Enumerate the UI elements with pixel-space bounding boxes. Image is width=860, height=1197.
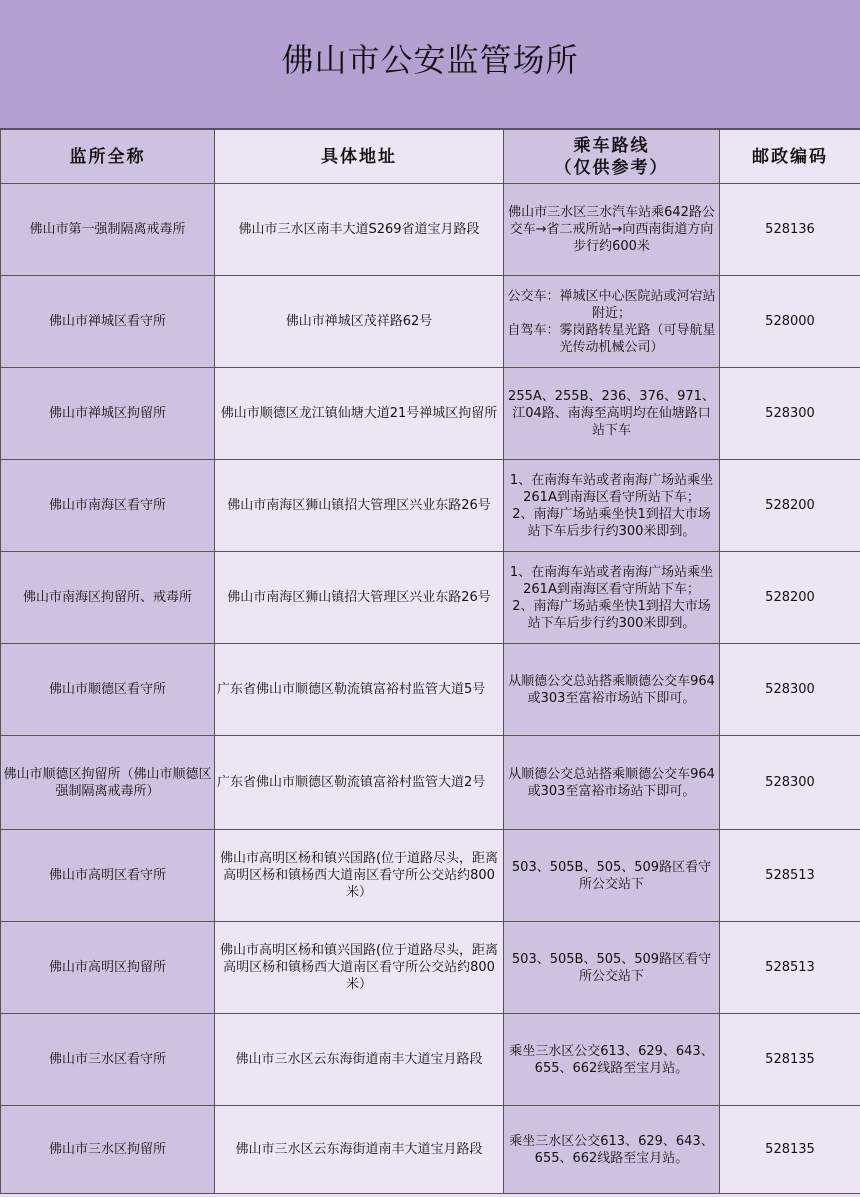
facility-name: 佛山市三水区看守所: [1, 1014, 215, 1106]
table-row: [1, 368, 860, 460]
facility-zip: 528513: [720, 830, 860, 922]
table-row: [1, 830, 860, 922]
facility-zip: 528000: [720, 276, 860, 368]
header-route-line1: 乘车路线: [573, 135, 650, 156]
facility-route: 乘坐三水区公交613、629、643、655、662线路至宝月站。: [504, 1014, 720, 1106]
facility-name: 佛山市南海区拘留所、戒毒所: [1, 552, 215, 644]
header-name: 监所全称: [1, 130, 215, 184]
table-row: [1, 644, 860, 736]
facility-name: 佛山市第一强制隔离戒毒所: [1, 184, 215, 276]
facility-address: 佛山市三水区云东海街道南丰大道宝月路段: [215, 1014, 504, 1106]
facility-address: 佛山市三水区南丰大道S269省道宝月路段: [215, 184, 504, 276]
table-row: [1, 922, 860, 1014]
facility-address: 广东省佛山市顺德区勒流镇富裕村监管大道5号: [215, 644, 504, 736]
facility-zip: 528135: [720, 1106, 860, 1194]
table-row: [1, 1014, 860, 1106]
facility-route: 公交车：禅城区中心医院站或河宕站附近； 自驾车：雾岗路转星光路（可导航星光传动机械公司）: [504, 276, 720, 368]
facility-name: 佛山市禅城区看守所: [1, 276, 215, 368]
facility-zip: 528300: [720, 368, 860, 460]
facility-route: 503、505B、505、509路区看守所公交站下: [504, 830, 720, 922]
facility-route: 1、在南海车站或者南海广场站乘坐261A到南海区看守所站下车； 2、南海广场站乘坐快1到招大市场站下车后步行约300米即到。: [504, 552, 720, 644]
facility-address: 佛山市南海区狮山镇招大管理区兴业东路26号: [215, 552, 504, 644]
facility-route: 从顺德公交总站搭乘顺德公交车964或303至富裕市场站下即可。: [504, 644, 720, 736]
header-route-line2: （仅供参考）: [554, 157, 669, 178]
page-title: 佛山市公安监管场所: [281, 41, 579, 79]
facility-address: 佛山市顺德区龙江镇仙塘大道21号禅城区拘留所: [215, 368, 504, 460]
facility-name: 佛山市高明区拘留所: [1, 922, 215, 1014]
header-row: [1, 130, 860, 184]
facility-route: 503、505B、505、509路区看守所公交站下: [504, 922, 720, 1014]
facility-name: 佛山市禅城区拘留所: [1, 368, 215, 460]
table-row: [1, 552, 860, 644]
facility-zip: 528513: [720, 922, 860, 1014]
facility-route: 从顺德公交总站搭乘顺德公交车964或303至富裕市场站下即可。: [504, 736, 720, 830]
facility-zip: 528136: [720, 184, 860, 276]
facility-name: 佛山市三水区拘留所: [1, 1106, 215, 1194]
facility-address: 佛山市禅城区茂祥路62号: [215, 276, 504, 368]
table-row: [1, 1106, 860, 1194]
facility-zip: 528200: [720, 460, 860, 552]
facility-route: 乘坐三水区公交613、629、643、655、662线路至宝月站。: [504, 1106, 720, 1194]
facility-table: [0, 129, 860, 1194]
facility-address: 佛山市高明区杨和镇兴国路(位于道路尽头，距离高明区杨和镇杨西大道南区看守所公交站约800米）: [215, 922, 504, 1014]
facility-address: 佛山市高明区杨和镇兴国路(位于道路尽头，距离高明区杨和镇杨西大道南区看守所公交站约800米）: [215, 830, 504, 922]
facility-name: 佛山市顺德区看守所: [1, 644, 215, 736]
table-row: [1, 460, 860, 552]
facility-route: 1、在南海车站或者南海广场站乘坐261A到南海区看守所站下车； 2、南海广场站乘坐快1到招大市场站下车后步行约300米即到。: [504, 460, 720, 552]
facility-zip: 528200: [720, 552, 860, 644]
facility-route: 佛山市三水区三水汽车站乘642路公交车→省二戒所站→向西南街道方向步行约600米: [504, 184, 720, 276]
facility-name: 佛山市高明区看守所: [1, 830, 215, 922]
header-route: [504, 130, 720, 184]
facility-address: 佛山市南海区狮山镇招大管理区兴业东路26号: [215, 460, 504, 552]
facility-address: 佛山市三水区云东海街道南丰大道宝月路段: [215, 1106, 504, 1194]
facility-name: 佛山市南海区看守所: [1, 460, 215, 552]
title-bar: [0, 0, 860, 129]
table-row: [1, 736, 860, 830]
facility-zip: 528300: [720, 644, 860, 736]
table-row: [1, 184, 860, 276]
facility-address: 广东省佛山市顺德区勒流镇富裕村监管大道2号: [215, 736, 504, 830]
table-row: [1, 276, 860, 368]
facility-route: 255A、255B、236、376、971、江04路、南海至高明均在仙塘路口站下车: [504, 368, 720, 460]
header-zip: 邮政编码: [720, 130, 860, 184]
facility-zip: 528135: [720, 1014, 860, 1106]
facility-name: 佛山市顺德区拘留所（佛山市顺德区强制隔离戒毒所）: [1, 736, 215, 830]
facility-zip: 528300: [720, 736, 860, 830]
header-address: 具体地址: [215, 130, 504, 184]
